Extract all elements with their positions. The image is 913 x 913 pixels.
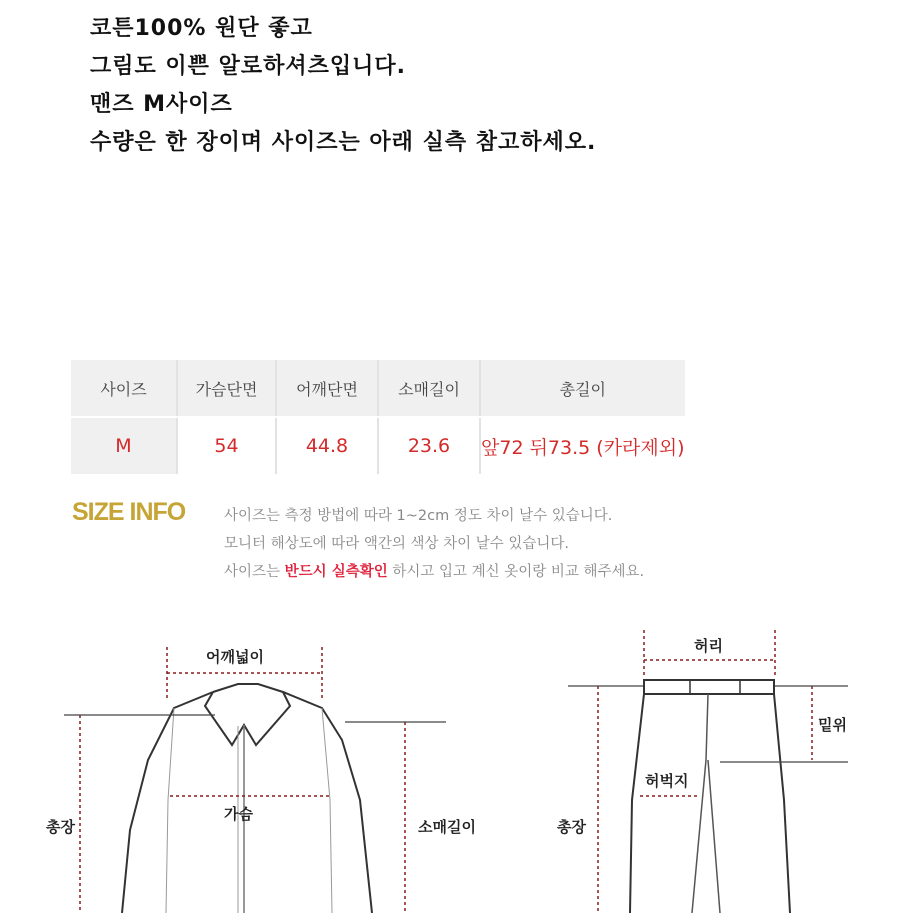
shirt-measure-lines: [80, 647, 405, 913]
note-highlight: 반드시 실측확인: [284, 564, 388, 580]
intro-line: 수량은 한 장이며 사이즈는 아래 실측 참고하세오.: [90, 130, 597, 155]
note-suffix: 하시고 입고 계신 옷이랑 비교 해주세요.: [387, 564, 645, 580]
label-thigh: 허벅지: [645, 772, 689, 790]
measurement-diagram: [0, 600, 913, 913]
header-length: 총길이: [480, 360, 685, 417]
header-sleeve: 소매길이: [378, 360, 480, 417]
label-waist: 허리: [694, 637, 723, 655]
header-shoulder: 어깨단면: [276, 360, 378, 417]
size-note: [224, 558, 644, 586]
value-chest: 54: [177, 417, 276, 474]
intro-line: 그림도 이쁜 알로하셔츠입니다.: [90, 54, 406, 79]
header-size: 사이즈: [71, 360, 177, 417]
note-prefix: 사이즈는: [224, 564, 285, 580]
size-table-value-row: [71, 417, 685, 474]
header-chest: 가슴단면: [177, 360, 276, 417]
value-sleeve: 23.6: [378, 417, 480, 474]
shirt-guide-lines: [64, 715, 446, 722]
label-chest: 가슴: [224, 805, 253, 823]
size-table: [71, 360, 685, 474]
size-info-title: SIZE INFO: [72, 498, 186, 526]
intro-line: 맨즈 M사이즈: [90, 92, 233, 117]
value-length: 앞72 뒤73.5 (카라제외): [481, 436, 685, 459]
label-sleeve-length: 소매길이: [418, 818, 476, 836]
value-shoulder: 44.8: [276, 417, 378, 474]
label-rise: 밑위: [818, 716, 847, 734]
size-note: 모니터 해상도에 따라 액간의 색상 차이 날수 있습니다.: [224, 536, 570, 552]
intro-line: 코튼100% 원단 좋고: [90, 16, 313, 41]
label-shirt-length: 총장: [46, 818, 75, 836]
size-table-header-row: [71, 360, 685, 417]
value-size: M: [71, 417, 177, 474]
label-pants-length: 총장: [557, 818, 586, 836]
size-note: 사이즈는 측정 방법에 따라 1~2cm 정도 차이 날수 있습니다.: [224, 508, 613, 524]
intro-text: [90, 10, 596, 162]
size-info-notes: [224, 502, 644, 586]
label-shoulder-width: 어깨넓이: [206, 648, 264, 666]
shirt-illustration: [122, 684, 372, 913]
